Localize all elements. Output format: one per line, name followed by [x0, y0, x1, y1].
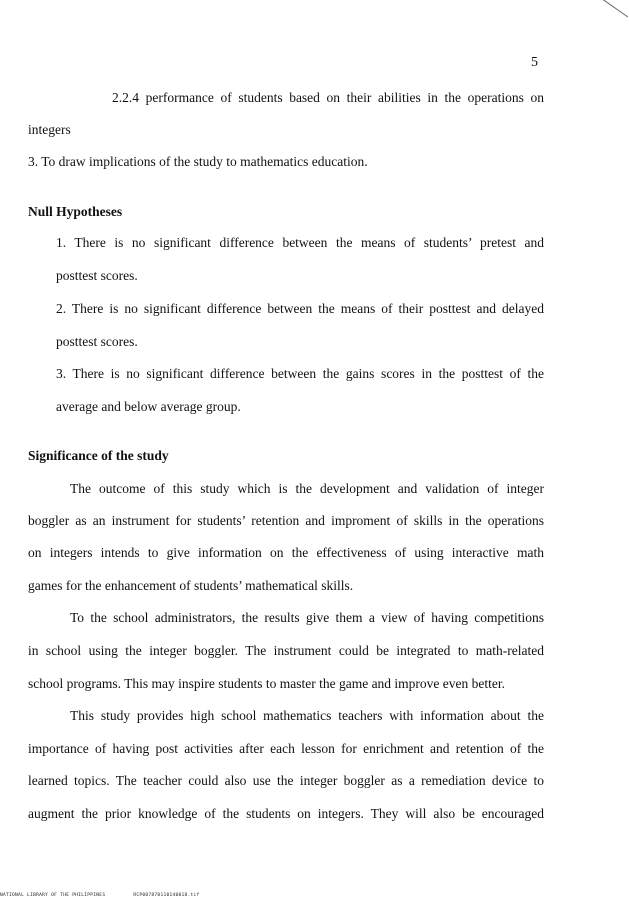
paragraph-3-line-3: learned topics. The teacher could also use the integer boggler as a remediation device to [28, 773, 544, 788]
null-hypotheses-heading: Null Hypotheses [28, 204, 123, 219]
page-corner-fold [600, 0, 629, 17]
hypothesis-2-line: 2. There is no significant difference between the means of their posttest and delayed [56, 301, 544, 316]
footer-file-id: RCP007870110140018.tif [133, 893, 200, 898]
page-number: 5 [531, 55, 538, 70]
paragraph-3-line-1: This study provides high school mathematics teachers with information about the [70, 708, 544, 723]
scan-footer [0, 893, 200, 898]
hypothesis-1-line: 1. There is no significant difference between the means of students’ pretest and [56, 235, 544, 250]
paragraph-2-line-2: in school using the integer boggler. The instrument could be integrated to math-related [28, 643, 544, 658]
significance-heading: Significance of the study [28, 448, 169, 463]
footer-library-name: NATIONAL LIBRARY OF THE PHILIPPINES [0, 893, 106, 898]
paragraph-3-line-2: importance of having post activities after each lesson for enrichment and retention of the [28, 741, 544, 756]
paragraph-1-line-1: The outcome of this study which is the development and validation of integer [70, 481, 544, 496]
paragraph-1-line-2: boggler as an instrument for students’ retention and improment of skills in the operations [28, 513, 544, 528]
paragraph-1-line-3: on integers intends to give information on the effectiveness of using interactive math [28, 545, 544, 560]
paragraph-2-line-1: To the school administrators, the results give them a view of having competitions [70, 610, 544, 625]
hypothesis-1-continuation: posttest scores. [56, 268, 138, 283]
paragraph-1-line-4: games for the enhancement of students’ mathematical skills. [28, 578, 354, 593]
objective-2-2-4-continuation: integers [28, 122, 71, 137]
paragraph-2-line-3: school programs. This may inspire students to master the game and improve even better. [28, 676, 506, 691]
hypothesis-3-line: 3. There is no significant difference between the gains scores in the posttest of the [56, 366, 544, 381]
paragraph-3-line-4: augment the prior knowledge of the students on integers. They will also be encouraged [28, 806, 544, 821]
hypothesis-2-continuation: posttest scores. [56, 334, 138, 349]
hypothesis-3-continuation: average and below average group. [56, 399, 241, 414]
objective-2-2-4-line: 2.2.4 performance of students based on their abilities in the operations on [112, 90, 544, 105]
objective-3-line: 3. To draw implications of the study to mathematics education. [28, 154, 368, 169]
